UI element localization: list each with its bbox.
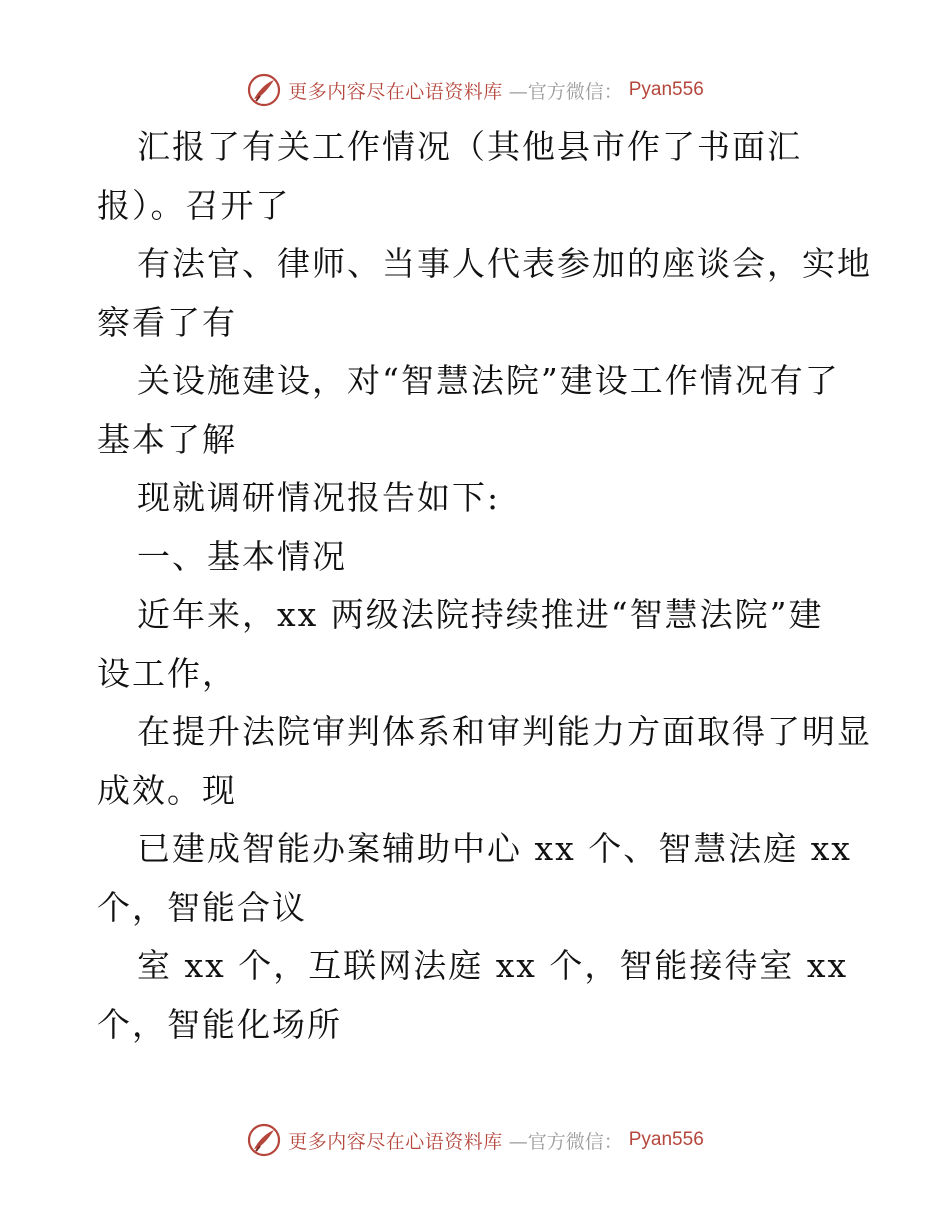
text-line: 察看了有: [97, 302, 237, 342]
text-line: 基本了解: [97, 419, 237, 459]
text-line: 一、基本情况: [137, 536, 347, 576]
text-line: 个，智能合议: [97, 887, 307, 927]
text-line: 在提升法院审判体系和审判能力方面取得了明显: [137, 712, 872, 751]
text-line: 个，智能化场所: [97, 1004, 342, 1044]
watermark-wechat-id: Pyan556: [628, 1129, 704, 1150]
text-line: 关设施建设，对“智慧法院”建设工作情况有了: [137, 361, 840, 400]
watermark-wechat-id: Pyan556: [628, 79, 704, 100]
text-line: 汇报了有关工作情况（其他县市作了书面汇: [137, 127, 802, 166]
text-line: 现就调研情况报告如下:: [137, 478, 501, 517]
footer-watermark: [0, 1120, 950, 1160]
text-line: 有法官、律师、当事人代表参加的座谈会，实地: [137, 244, 872, 283]
text-line: 报）。召开了: [97, 185, 291, 225]
document-body: [97, 118, 872, 1054]
text-line: 成效。现: [97, 770, 237, 810]
text-line: 近年来，xx 两级法院持续推进“智慧法院”建: [137, 595, 824, 634]
quill-pen-logo-icon: [246, 72, 282, 108]
quill-pen-logo-icon: [246, 1122, 282, 1158]
text-line: 设工作，: [97, 653, 237, 693]
header-watermark: [0, 70, 950, 110]
text-line: 室 xx 个，互联网法庭 xx 个，智能接待室 xx: [137, 946, 849, 985]
watermark-separator-text: —官方微信：: [508, 80, 623, 103]
watermark-brand-text: 更多内容尽在心语资料库: [288, 1130, 503, 1153]
text-line: 已建成智能办案辅助中心 xx 个、智慧法庭 xx: [137, 829, 852, 868]
watermark-separator-text: —官方微信：: [508, 1130, 623, 1153]
watermark-brand-text: 更多内容尽在心语资料库: [288, 80, 503, 103]
